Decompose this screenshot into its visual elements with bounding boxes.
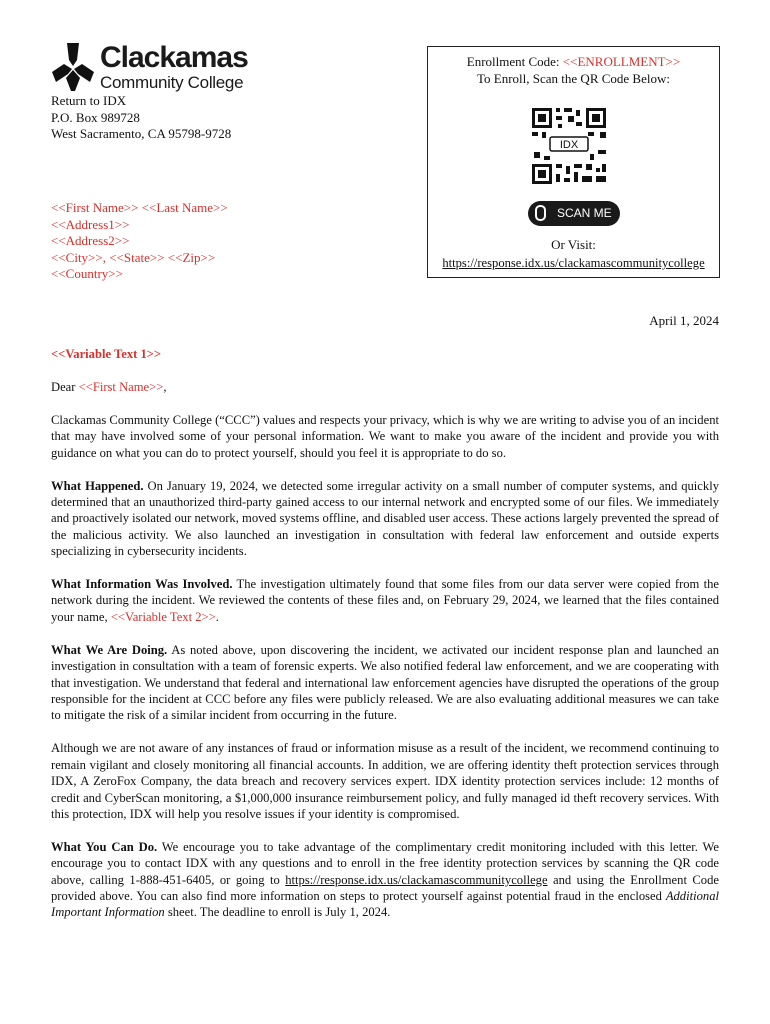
doing-paragraph: [51, 642, 719, 724]
enroll-url-link[interactable]: https://response.idx.us/clackamascommunitycollege: [285, 872, 548, 887]
info-involved-end: .: [215, 609, 219, 624]
qr-label: IDX: [559, 139, 579, 151]
salutation: [51, 379, 719, 395]
info-involved-paragraph: [51, 576, 719, 625]
variable-text-2: <<Variable Text 2>>: [110, 609, 216, 624]
recipient-line: <<First Name>> <<Last Name>>: [51, 200, 228, 215]
salutation-name: <<First Name>>: [78, 379, 164, 394]
doing-text: As noted above, upon discovering the incident, we activated our incident response plan and launched an investigation in consultation with a team of forensic experts. We also notified federal law enforcement, and we are cooperating with that investigation. We understand that federal and international law enforcement agencies have disrupted the operations of the group responsible for the incident at CCC before any files were publicly released. We are also evaluating additional measures we can take to mitigate the risk of a similar incident from occurring in the future.: [51, 642, 719, 723]
logo-name-line1: Clackamas: [100, 41, 248, 74]
return-line: West Sacramento, CA 95798-9728: [51, 126, 232, 141]
visit-url-link[interactable]: https://response.idx.us/clackamascommunitycollege: [442, 256, 705, 270]
enrollment-code-value: <<ENROLLMENT>>: [562, 54, 681, 69]
enrollment-code: [428, 54, 719, 70]
letter-date: April 1, 2024: [649, 313, 719, 328]
scan-me-label: SCAN ME: [557, 206, 612, 220]
logo-name-line2: Community College: [100, 73, 244, 92]
additional-info-title: Additional Important Information: [51, 889, 719, 920]
info-involved-text: The investigation ultimately found that some files from our data server were copied from the network during the incident. We reviewed the contents of these files and, on February 29, 2024, we learned that the files contained your name,: [51, 577, 719, 624]
recipient-line: <<City>>, <<State>> <<Zip>>: [51, 249, 216, 265]
variable-text-1: <<Variable Text 1>>: [51, 347, 162, 361]
what-happened-heading: What Happened.: [51, 478, 144, 493]
what-happened-text: On January 19, 2024, we detected some irregular activity on a small number of computer systems, and quickly determined that an unauthorized third-party gained access to our internal network and encrypted some of our files. We immediately and proactively isolated our network, moved systems offline, and disabled user access. These actions largely prevented the spread of the malicious activity. We also launched an investigation in consultation with federal law enforcement and outside experts specializing in cybersecurity incidents.: [51, 478, 719, 559]
visit-label: Or Visit:: [551, 237, 596, 252]
return-line: P.O. Box 989728: [51, 109, 140, 125]
return-line: Return to IDX: [51, 93, 127, 108]
what-happened-paragraph: [51, 478, 719, 560]
college-logo: [50, 42, 250, 92]
letter-body: [51, 346, 719, 937]
scan-me-badge[interactable]: [528, 201, 620, 226]
can-do-text-3: sheet. The deadline to enroll is July 1, 2024.: [164, 905, 391, 920]
trillium-logo-icon: [50, 42, 96, 92]
can-do-text-1: We encourage you to take advantage of the complimentary credit monitoring included with this letter. We encourage you to contact IDX with any questions and to enroll in the free identity protection services by scanning the QR code above, calling 1-888-451-6405, or going to: [51, 839, 719, 887]
salutation-prefix: Dear: [51, 379, 79, 394]
recipient-line: <<Address2>>: [51, 233, 130, 248]
recipient-address: [51, 200, 228, 283]
return-address: [51, 93, 231, 143]
recipient-line: <<Country>>: [51, 266, 123, 281]
enrollment-code-label: Enrollment Code:: [466, 54, 563, 69]
recipient-line: <<Address1>>: [51, 216, 130, 232]
can-do-text-2: and using the Enrollment Code provided above. You can also find more information on steps to protect yourself against potential fraud in the enclosed: [51, 872, 719, 904]
intro-paragraph: Clackamas Community College (“CCC”) values and respects your privacy, which is why we are writing to advise you of an incident that may have involved some of your personal information. We want to make you aware of the incident and provide you with guidance on what you can do to protect yourself, should you feel it is appropriate to do so.: [51, 412, 719, 460]
phone-icon: [535, 205, 546, 221]
scan-prompt: To Enroll, Scan the QR Code Below:: [477, 71, 670, 86]
enrollment-box: [427, 46, 720, 278]
salutation-suffix: ,: [163, 379, 167, 394]
doing-heading: What We Are Doing.: [51, 642, 168, 657]
can-do-paragraph: [51, 839, 719, 921]
qr-code-icon[interactable]: [530, 106, 608, 186]
fraud-paragraph: Although we are not aware of any instances of fraud or information misuse as a result of the incident, we recommend continuing to remain vigilant and closely monitoring all financial accounts. In addition, we are offering identity theft protection services through IDX, A ZeroFox Company, the data breach and recovery services expert. IDX identity protection services include: 12 months of credit and CyberScan monitoring, a $1,000,000 insurance reimbursement policy, and fully managed id theft recovery services. With this protection, IDX will help you resolve issues if your identity is compromised.: [51, 741, 719, 821]
info-involved-heading: What Information Was Involved.: [51, 577, 233, 592]
can-do-heading: What You Can Do.: [51, 839, 158, 854]
